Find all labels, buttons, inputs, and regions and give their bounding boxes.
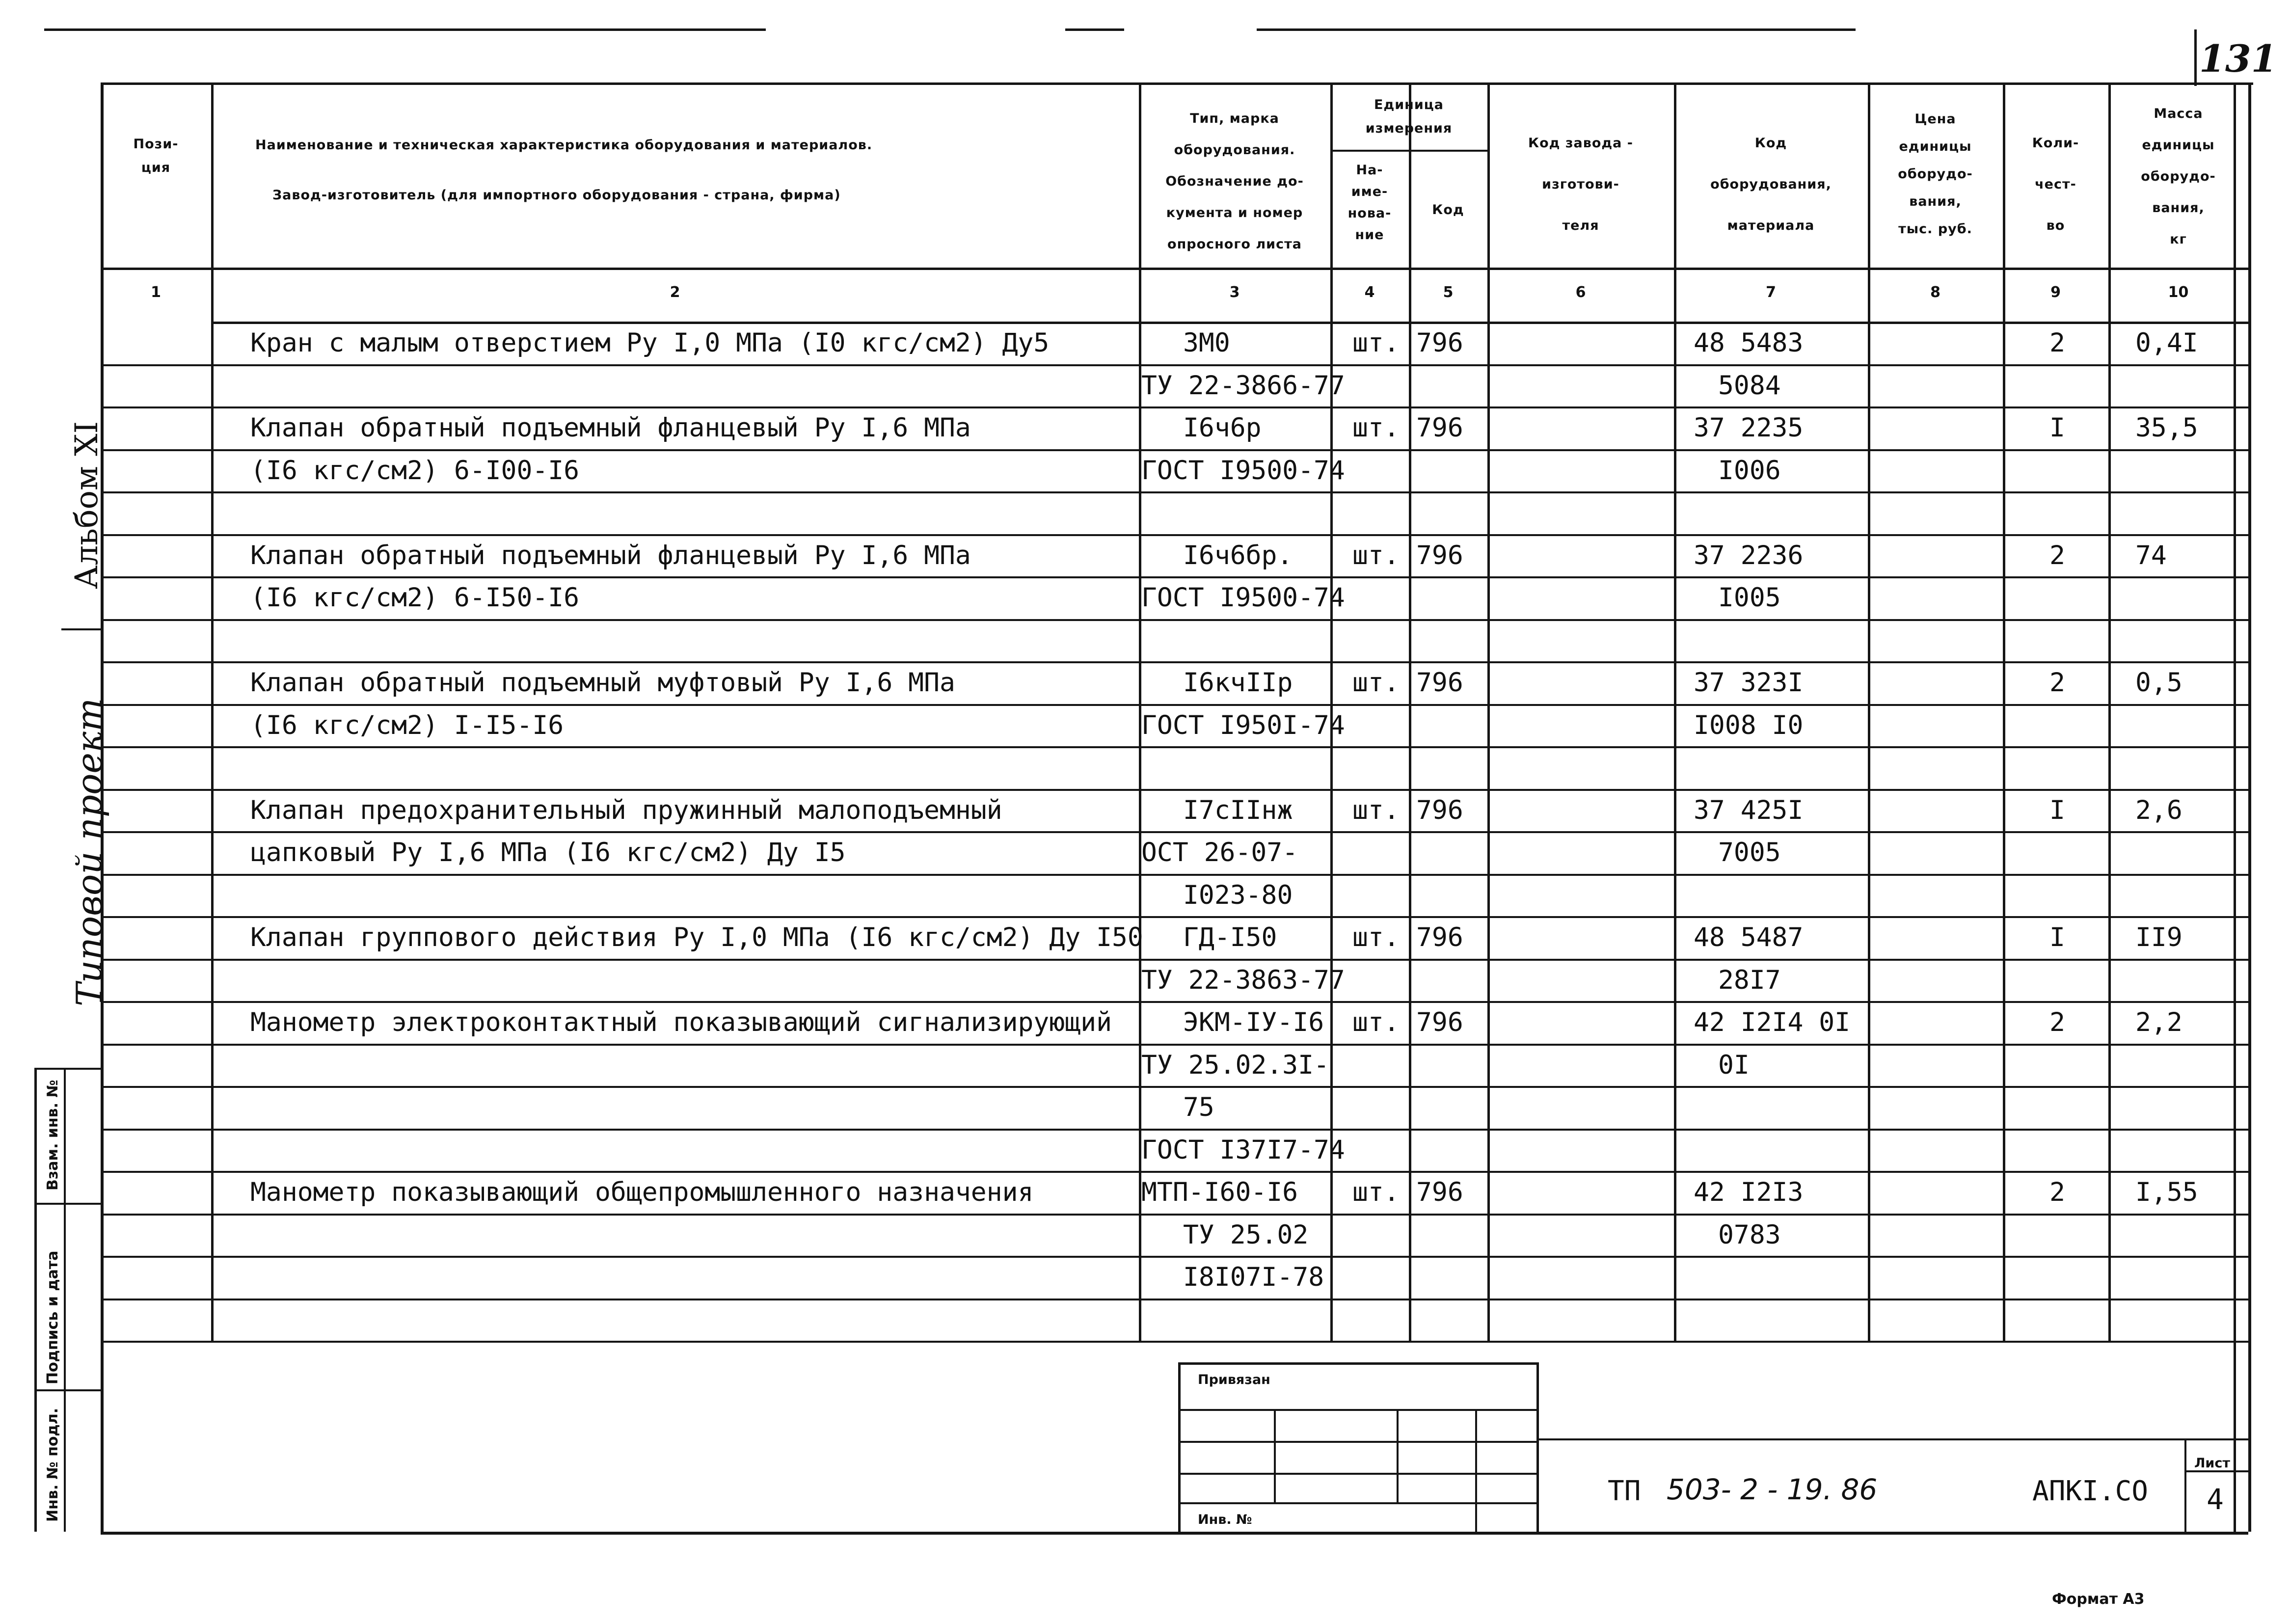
header-unit-title-0: Единица (1374, 97, 1444, 112)
header-mass-2: оборудо- (2141, 169, 2216, 184)
header-position-1: ция (141, 160, 171, 175)
row-unit-code: 796 (1416, 413, 1463, 443)
row-quantity: 2 (2049, 668, 2065, 698)
row-type: ЭКМ-IУ-I6 (1183, 1007, 1324, 1037)
project-code: 503- 2 - 19. 86 (1667, 1473, 1878, 1506)
header-type-2: Обозначение до- (1165, 174, 1304, 189)
header-unit-title-1: измерения (1365, 121, 1453, 136)
title-block-line (1536, 1438, 2248, 1440)
row-material-code: 28I7 (1718, 965, 1781, 995)
title-block-line (1178, 1409, 1536, 1411)
row-line (101, 704, 2248, 706)
row-quantity: I (2049, 795, 2065, 825)
column-line (1487, 82, 1490, 1341)
row-line (101, 661, 2248, 663)
typical-project-label: Типовой проект (69, 698, 110, 1006)
row-unit: шт. (1352, 328, 1400, 358)
row-line (101, 1341, 2248, 1343)
row-quantity: I (2049, 922, 2065, 952)
column-number-5: 5 (1443, 284, 1454, 301)
number-row-bottom (211, 322, 2248, 324)
header-quantity-0: Коли- (2032, 135, 2079, 151)
row-line (101, 1299, 2248, 1300)
sheet-label: Лист (2194, 1456, 2230, 1471)
stamp-line (34, 1389, 101, 1391)
row-type: ГОСТ I37I7-74 (1141, 1135, 1345, 1165)
title-block-line (1178, 1502, 1536, 1504)
row-line (101, 406, 2248, 408)
side-separator (61, 628, 101, 630)
row-unit-code: 796 (1416, 668, 1463, 698)
row-type: ОСТ 26-07- (1141, 838, 1298, 867)
row-quantity: I (2049, 413, 2065, 443)
header-material-code-2: материала (1727, 218, 1815, 233)
row-material-code: 37 425I (1694, 795, 1804, 825)
row-name: цапковый Ру I,6 МПа (I6 кгс/см2) Ду I5 (250, 838, 846, 867)
column-line (1868, 82, 1870, 1341)
row-name: (I6 кгс/см2) I-I5-I6 (250, 710, 564, 740)
column-line (2108, 82, 2111, 1341)
header-type-3: кумента и номер (1166, 205, 1303, 220)
row-mass: 0,4I (2135, 328, 2198, 358)
row-mass: I,55 (2135, 1177, 2198, 1207)
column-number-7: 7 (1766, 284, 1776, 301)
header-price-1: единицы (1899, 139, 1972, 154)
row-line (101, 746, 2248, 748)
row-unit-code: 796 (1416, 328, 1463, 358)
row-type: I023-80 (1183, 880, 1293, 910)
header-unit-name-3: ние (1355, 227, 1384, 243)
row-unit-code: 796 (1416, 1007, 1463, 1037)
row-line (101, 831, 2248, 833)
row-name: Манометр показывающий общепромышленного назначения (250, 1177, 1034, 1207)
row-unit-code: 796 (1416, 1177, 1463, 1207)
header-unit-name-2: нова- (1347, 206, 1392, 221)
row-unit: шт. (1352, 413, 1400, 443)
row-mass: 0,5 (2135, 668, 2182, 698)
row-type: ТУ 22-3863-77 (1141, 965, 1345, 995)
row-name: (I6 кгс/см2) 6-I50-I6 (250, 583, 580, 613)
row-line (101, 959, 2248, 961)
row-mass: II9 (2135, 922, 2182, 952)
header-unit-code: Код (1432, 202, 1464, 217)
row-line (101, 576, 2248, 578)
row-type: ГОСТ I9500-74 (1141, 583, 1345, 613)
row-unit: шт. (1352, 795, 1400, 825)
row-material-code: 42 I2I3 (1694, 1177, 1804, 1207)
header-mass-1: единицы (2142, 137, 2215, 153)
row-type: I6кчIIр (1183, 668, 1293, 698)
column-number-9: 9 (2050, 284, 2061, 301)
column-number-1: 1 (151, 284, 161, 301)
row-type: МТП-I60-I6 (1141, 1177, 1298, 1207)
title-block-line (2184, 1438, 2186, 1532)
row-material-code: I006 (1718, 455, 1781, 486)
row-line (101, 1044, 2248, 1046)
row-quantity: 2 (2049, 540, 2065, 570)
row-quantity: 2 (2049, 328, 2065, 358)
header-price-3: вания, (1909, 194, 1962, 209)
row-name: (I6 кгс/см2) 6-I00-I6 (250, 455, 580, 486)
row-mass: 2,2 (2135, 1007, 2182, 1037)
header-price-4: тыс. руб. (1898, 221, 1972, 237)
row-line (101, 916, 2248, 918)
header-price-2: оборудо- (1898, 166, 1973, 182)
row-material-code: 48 5487 (1694, 922, 1804, 952)
row-line (101, 1171, 2248, 1173)
frame-bottom (101, 1532, 2248, 1535)
row-line (101, 874, 2248, 876)
title-block-line (1397, 1409, 1399, 1502)
row-name: Клапан обратный подъемный фланцевый Ру I,6 МПа (250, 540, 971, 570)
frame-right (2248, 82, 2251, 1532)
row-line (101, 1001, 2248, 1003)
stamp-strip-left (34, 1068, 37, 1532)
row-quantity: 2 (2049, 1177, 2065, 1207)
inv-no-orig-label: Инв. № подл. (44, 1407, 61, 1522)
paper-format: Формат А3 (2052, 1591, 2145, 1608)
row-name: Клапан обратный подъемный муфтовый Ру I,6 МПа (250, 668, 955, 698)
row-type: ТУ 25.02 (1183, 1219, 1309, 1250)
row-line (101, 1214, 2248, 1216)
row-mass: 74 (2135, 540, 2167, 570)
row-unit: шт. (1352, 1177, 1400, 1207)
header-material-code-0: Код (1754, 135, 1787, 151)
header-quantity-1: чест- (2035, 177, 2076, 192)
row-material-code: 37 2236 (1694, 540, 1804, 570)
column-number-8: 8 (1930, 284, 1940, 301)
frame-right-inner (2234, 82, 2236, 1532)
row-quantity: 2 (2049, 1007, 2065, 1037)
row-line (101, 534, 2248, 536)
row-material-code: 37 2235 (1694, 413, 1804, 443)
document-code: АПКI.СО (2032, 1475, 2149, 1507)
title-block-line (1178, 1473, 1536, 1475)
row-type: ГОСТ I950I-74 (1141, 710, 1345, 740)
row-mass: 35,5 (2135, 413, 2198, 443)
row-mass: 2,6 (2135, 795, 2182, 825)
header-position-0: Пози- (133, 136, 179, 152)
column-line (2003, 82, 2005, 1341)
unit-subheader-line (1330, 150, 1487, 152)
row-name: Клапан обратный подъемный фланцевый Ру I,6 МПа (250, 413, 971, 443)
row-name: Манометр электроконтактный показывающий сигнализирующий (250, 1007, 1112, 1037)
row-material-code: 5084 (1718, 370, 1781, 401)
header-quantity-2: во (2046, 218, 2065, 233)
row-unit: шт. (1352, 922, 1400, 952)
header-price-0: Цена (1914, 111, 1956, 127)
column-number-6: 6 (1575, 284, 1586, 301)
title-inv-no-label: Инв. № (1198, 1512, 1252, 1527)
row-line (101, 1129, 2248, 1131)
header-factory-code-2: теля (1562, 218, 1599, 233)
row-name: Кран с малым отверстием Ру I,0 МПа (I0 кгс/см2) Ду5 (250, 328, 1050, 358)
title-block-line (1536, 1362, 1539, 1532)
row-material-code: 0I (1718, 1050, 1750, 1080)
linked-label: Привязан (1198, 1372, 1270, 1387)
row-type: ТУ 25.02.3I- (1141, 1050, 1329, 1080)
row-line (101, 1256, 2248, 1258)
row-unit-code: 796 (1416, 795, 1463, 825)
column-line (1674, 82, 1676, 1341)
column-line (211, 82, 214, 1341)
row-unit: шт. (1352, 540, 1400, 570)
column-number-4: 4 (1364, 284, 1375, 301)
row-line (101, 1086, 2248, 1088)
row-type: I7сIIнж (1183, 795, 1293, 825)
title-block-line (1475, 1409, 1477, 1532)
title-block-line (1178, 1441, 1536, 1443)
row-material-code: 48 5483 (1694, 328, 1804, 358)
row-line (101, 619, 2248, 621)
row-name: Клапан группового действия Ру I,0 МПа (I6 кгс/см2) Ду I50 (250, 922, 1143, 952)
row-material-code: 42 I2I4 0I (1694, 1007, 1851, 1037)
header-unit-name-1: име- (1351, 184, 1388, 199)
replace-inv-label: Взам. инв. № (44, 1080, 61, 1191)
title-block-line (1274, 1409, 1276, 1502)
header-mass-3: вания, (2152, 200, 2205, 216)
row-type: ГОСТ I9500-74 (1141, 455, 1345, 486)
frame-top (101, 82, 2248, 85)
row-line (101, 449, 2248, 451)
row-name: Клапан предохранительный пружинный малоподъемный (250, 795, 1002, 825)
album-label: Альбом XI (69, 421, 105, 589)
row-unit-code: 796 (1416, 922, 1463, 952)
title-block-line (1178, 1362, 1181, 1532)
header-mass-4: кг (2170, 232, 2187, 247)
header-factory-code-0: Код завода - (1528, 135, 1633, 151)
stamp-line (34, 1068, 101, 1070)
column-number-3: 3 (1229, 284, 1240, 301)
row-unit: шт. (1352, 668, 1400, 698)
row-unit-code: 796 (1416, 540, 1463, 570)
row-material-code: 0783 (1718, 1219, 1781, 1250)
stamp-strip-inner (64, 1068, 66, 1532)
header-bottom (101, 268, 2248, 270)
row-line (101, 789, 2248, 791)
row-material-code: I005 (1718, 583, 1781, 613)
header-unit-name-0: На- (1356, 162, 1383, 178)
sheet-value: 4 (2207, 1483, 2224, 1516)
column-line (1409, 82, 1411, 1341)
title-block-line (1178, 1362, 1536, 1365)
row-material-code: I008 I0 (1694, 710, 1804, 740)
row-type: ГД-I50 (1183, 922, 1277, 952)
header-material-code-1: оборудования, (1710, 177, 1832, 192)
row-line (101, 491, 2248, 493)
header-type-1: оборудования. (1174, 142, 1295, 158)
sign-date-label: Подпись и дата (44, 1250, 61, 1384)
row-material-code: 37 323I (1694, 668, 1804, 698)
row-type: I6ч6бр. (1183, 540, 1293, 570)
header-type-4: опросного листа (1167, 237, 1302, 252)
column-number-2: 2 (670, 284, 680, 301)
column-number-10: 10 (2168, 284, 2189, 301)
project-code-prefix: ТП (1608, 1475, 1641, 1507)
row-material-code: 7005 (1718, 838, 1781, 867)
stamp-line (34, 1203, 101, 1205)
header-name-line1: Наименование и техническая характеристика оборудования и материалов. (255, 137, 873, 153)
row-type: I8I07I-78 (1183, 1262, 1324, 1292)
row-type: I6ч6р (1183, 413, 1262, 443)
header-name-line2: Завод-изготовитель (для импортного оборудования - страна, фирма) (272, 188, 841, 203)
row-type: ТУ 22-3866-77 (1141, 370, 1345, 401)
row-line (101, 364, 2248, 366)
row-type: 75 (1183, 1092, 1214, 1122)
header-type-0: Тип, марка (1190, 111, 1279, 126)
sheet-number: 131 (2199, 37, 2277, 81)
row-unit: шт. (1352, 1007, 1400, 1037)
header-factory-code-1: изготови- (1542, 177, 1619, 192)
header-mass-0: Масса (2154, 106, 2203, 121)
row-type: 3М0 (1183, 328, 1230, 358)
